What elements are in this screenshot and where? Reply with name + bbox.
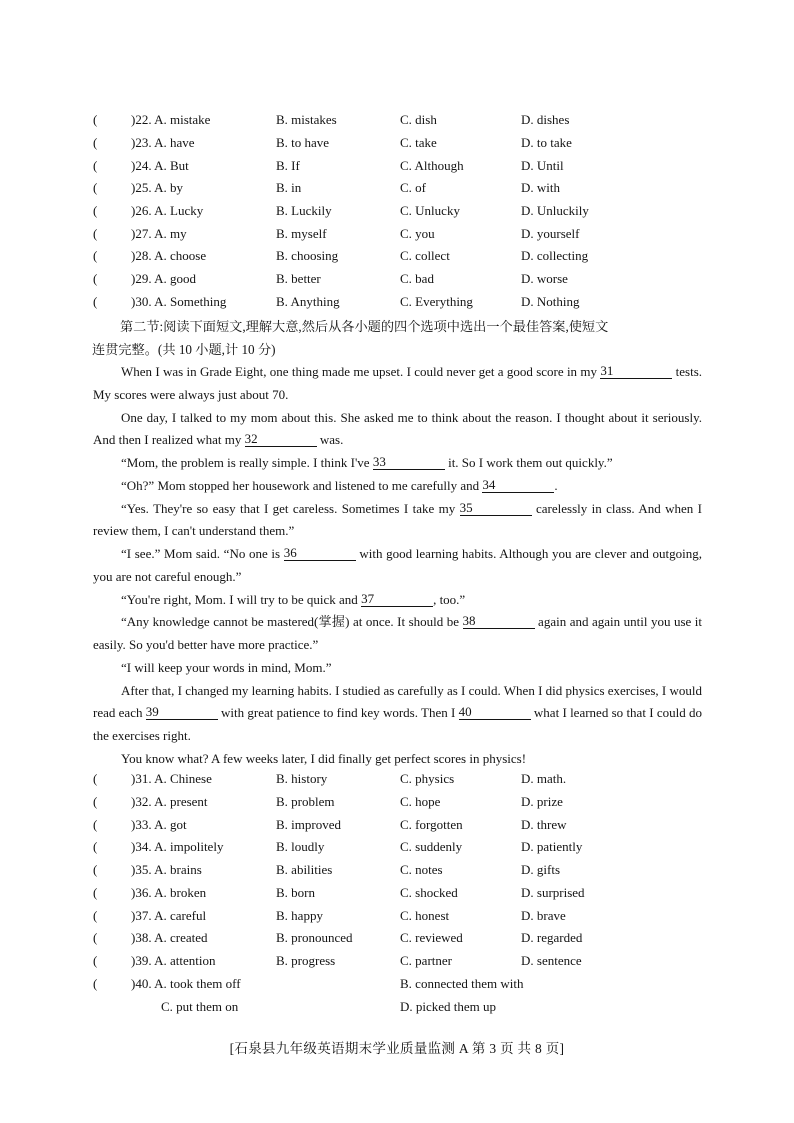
option-b: B. connected them with — [400, 976, 524, 991]
option-a: )33. A. got — [131, 817, 187, 832]
passage-text: what I learned so that I could do the exercises right. — [93, 705, 702, 743]
answer-paren: ( — [93, 862, 98, 877]
passage-text: with great patience to find key words. Then I — [221, 705, 456, 721]
passage-paragraph — [93, 361, 702, 407]
option-a: )22. A. mistake — [131, 112, 211, 127]
answer-paren: ( — [93, 112, 98, 127]
passage-text: again and again until you use it easily. So you'd better have more practice.” — [93, 614, 703, 652]
blank-37: 37 — [361, 591, 433, 607]
option-c: C. Although — [400, 158, 464, 173]
passage-paragraph: “I will keep your words in mind, Mom.” — [121, 659, 332, 675]
option-b: B. Anything — [276, 294, 340, 309]
option-b: B. in — [276, 180, 302, 195]
option-c: C. shocked — [400, 885, 458, 900]
option-d: D. worse — [521, 271, 568, 286]
option-c: C. notes — [400, 862, 443, 877]
option-c: C. take — [400, 135, 437, 150]
option-b: B. happy — [276, 908, 323, 923]
answer-paren: ( — [93, 953, 98, 968]
passage-text: After that, I changed my learning habits. I studied as carefully as I could. When I did physics exercises, I would read each — [93, 682, 702, 721]
option-c: C. suddenly — [400, 839, 463, 854]
option-b: B. improved — [276, 817, 341, 832]
option-b: B. myself — [276, 226, 327, 241]
option-a: )25. A. by — [131, 180, 183, 195]
option-b: B. choosing — [276, 248, 339, 263]
option-b: B. history — [276, 771, 328, 786]
option-c: C. honest — [400, 908, 450, 923]
section-heading — [92, 316, 702, 361]
option-a: )26. A. Lucky — [131, 203, 204, 218]
option-d: D. dishes — [521, 112, 570, 127]
option-a: )34. A. impolitely — [131, 839, 224, 854]
option-b: B. pronounced — [276, 930, 353, 945]
option-d: D. Until — [521, 158, 564, 173]
blank-35: 35 — [460, 500, 532, 516]
option-c: C. put them on — [161, 999, 239, 1014]
option-d: D. sentence — [521, 953, 582, 968]
passage-text: One day, I talked to my mom about this. She asked me to think about the reason. I thought about it seriously. And then I realized what my — [93, 409, 702, 448]
option-c: C. Unlucky — [400, 203, 460, 218]
option-d: D. brave — [521, 908, 566, 923]
passage-paragraph — [93, 498, 702, 544]
answer-paren: ( — [93, 976, 98, 991]
passage-paragraph — [93, 680, 702, 748]
blank-31: 31 — [600, 363, 672, 379]
option-a: )40. A. took them off — [131, 976, 241, 991]
option-a: )39. A. attention — [131, 953, 216, 968]
option-a: )29. A. good — [131, 271, 196, 286]
option-a: )27. A. my — [131, 226, 187, 241]
option-b: B. Luckily — [276, 203, 332, 218]
option-a: )24. A. But — [131, 158, 189, 173]
answer-paren: ( — [93, 930, 98, 945]
passage-paragraph — [93, 452, 702, 475]
option-a: )38. A. created — [131, 930, 208, 945]
option-c: C. of — [400, 180, 426, 195]
blank-32: 32 — [245, 431, 317, 447]
passage-text: tests. My scores were always just about 70. — [93, 364, 703, 402]
option-a: )30. A. Something — [131, 294, 227, 309]
blank-39: 39 — [146, 704, 218, 720]
answer-paren: ( — [93, 180, 98, 195]
answer-paren: ( — [93, 794, 98, 809]
option-a: )36. A. broken — [131, 885, 207, 900]
passage-paragraph — [93, 407, 702, 453]
option-b: B. abilities — [276, 862, 333, 877]
option-d: D. patiently — [521, 839, 583, 854]
option-a: )35. A. brains — [131, 862, 202, 877]
option-b: B. better — [276, 271, 321, 286]
option-c: C. physics — [400, 771, 455, 786]
option-c: C. Everything — [400, 294, 473, 309]
answer-paren: ( — [93, 839, 98, 854]
blank-40: 40 — [459, 704, 531, 720]
answer-paren: ( — [93, 135, 98, 150]
option-d: D. math. — [521, 771, 567, 786]
option-a: )37. A. careful — [131, 908, 207, 923]
option-b: B. loudly — [276, 839, 325, 854]
option-a: )32. A. present — [131, 794, 208, 809]
option-c: C. collect — [400, 248, 450, 263]
passage-paragraph — [93, 611, 702, 657]
option-c: C. hope — [400, 794, 441, 809]
blank-34: 34 — [482, 477, 554, 493]
passage-text: with good learning habits. Although you are clever and outgoing, you are not careful enough.” — [93, 546, 703, 584]
blank-33: 33 — [373, 454, 445, 470]
passage-paragraph: You know what? A few weeks later, I did finally get perfect scores in physics! — [121, 750, 527, 766]
passage-paragraph — [93, 589, 702, 612]
option-d: D. gifts — [521, 862, 560, 877]
blank-36: 36 — [284, 545, 356, 561]
option-b: B. to have — [276, 135, 330, 150]
section-heading-line2: 连贯完整。(共 10 小题,计 10 分) — [92, 341, 276, 357]
option-a: )31. A. Chinese — [131, 771, 212, 786]
option-c: C. dish — [400, 112, 437, 127]
passage-text: When I was in Grade Eight, one thing made me upset. I could never get a good score in my — [121, 364, 597, 379]
option-d: D. yourself — [521, 226, 580, 241]
passage-text: was. — [319, 432, 344, 448]
answer-paren: ( — [93, 294, 98, 309]
option-d: D. to take — [521, 135, 572, 150]
passage-text: “You're right, Mom. I will try to be quick and — [121, 591, 358, 607]
passage-text: “Yes. They're so easy that I get careless. Sometimes I take my — [121, 500, 456, 516]
option-d: D. surprised — [521, 885, 585, 900]
answer-paren: ( — [93, 771, 98, 786]
option-d: D. with — [521, 180, 560, 195]
answer-paren: ( — [93, 248, 98, 263]
option-c: C. you — [400, 226, 435, 241]
option-c: C. reviewed — [400, 930, 463, 945]
option-d: D. prize — [521, 794, 563, 809]
passage-text: “Any knowledge cannot be mastered(掌握) at once. It should be — [121, 614, 460, 630]
answer-paren: ( — [93, 226, 98, 241]
option-a: )23. A. have — [131, 135, 195, 150]
answer-paren: ( — [93, 908, 98, 923]
option-c: C. forgotten — [400, 817, 463, 832]
passage-text: carelessly in class. And when I review them, I can't understand them.” — [93, 500, 702, 539]
section-heading-line1: 第二节:阅读下面短文,理解大意,然后从各小题的四个选项中选出一个最佳答案,使短文 — [120, 319, 609, 334]
answer-paren: ( — [93, 158, 98, 173]
answer-paren: ( — [93, 885, 98, 900]
passage-text: , too.” — [433, 591, 466, 607]
option-d: D. threw — [521, 817, 567, 832]
option-b: B. progress — [276, 953, 336, 968]
answer-paren: ( — [93, 203, 98, 218]
blank-38: 38 — [463, 613, 535, 629]
option-d: D. collecting — [521, 248, 589, 263]
page-footer: [石泉县九年级英语期末学业质量监测 A 第 3 页 共 8 页] — [229, 1041, 565, 1056]
passage-paragraph — [93, 543, 702, 589]
option-c: C. bad — [400, 271, 434, 286]
passage-text: . — [554, 477, 558, 493]
option-c: C. partner — [400, 953, 452, 968]
option-b: B. mistakes — [276, 112, 337, 127]
option-b: B. If — [276, 158, 300, 173]
option-d: D. Nothing — [521, 294, 580, 309]
passage-text: “Mom, the problem is really simple. I think I've — [121, 455, 370, 470]
option-b: B. problem — [276, 794, 335, 809]
option-d: D. Unluckily — [521, 203, 589, 218]
option-b: B. born — [276, 885, 315, 900]
passage-paragraph — [93, 475, 702, 498]
answer-paren: ( — [93, 817, 98, 832]
passage-text: it. So I work them out quickly.” — [448, 455, 613, 470]
option-a: )28. A. choose — [131, 248, 207, 263]
answer-paren: ( — [93, 271, 98, 286]
passage-text: “I see.” Mom said. “No one is — [121, 546, 281, 561]
option-d: D. picked them up — [400, 999, 497, 1014]
option-d: D. regarded — [521, 930, 583, 945]
reading-passage — [93, 361, 702, 771]
passage-text: “Oh?” Mom stopped her housework and listened to me carefully and — [121, 477, 480, 493]
